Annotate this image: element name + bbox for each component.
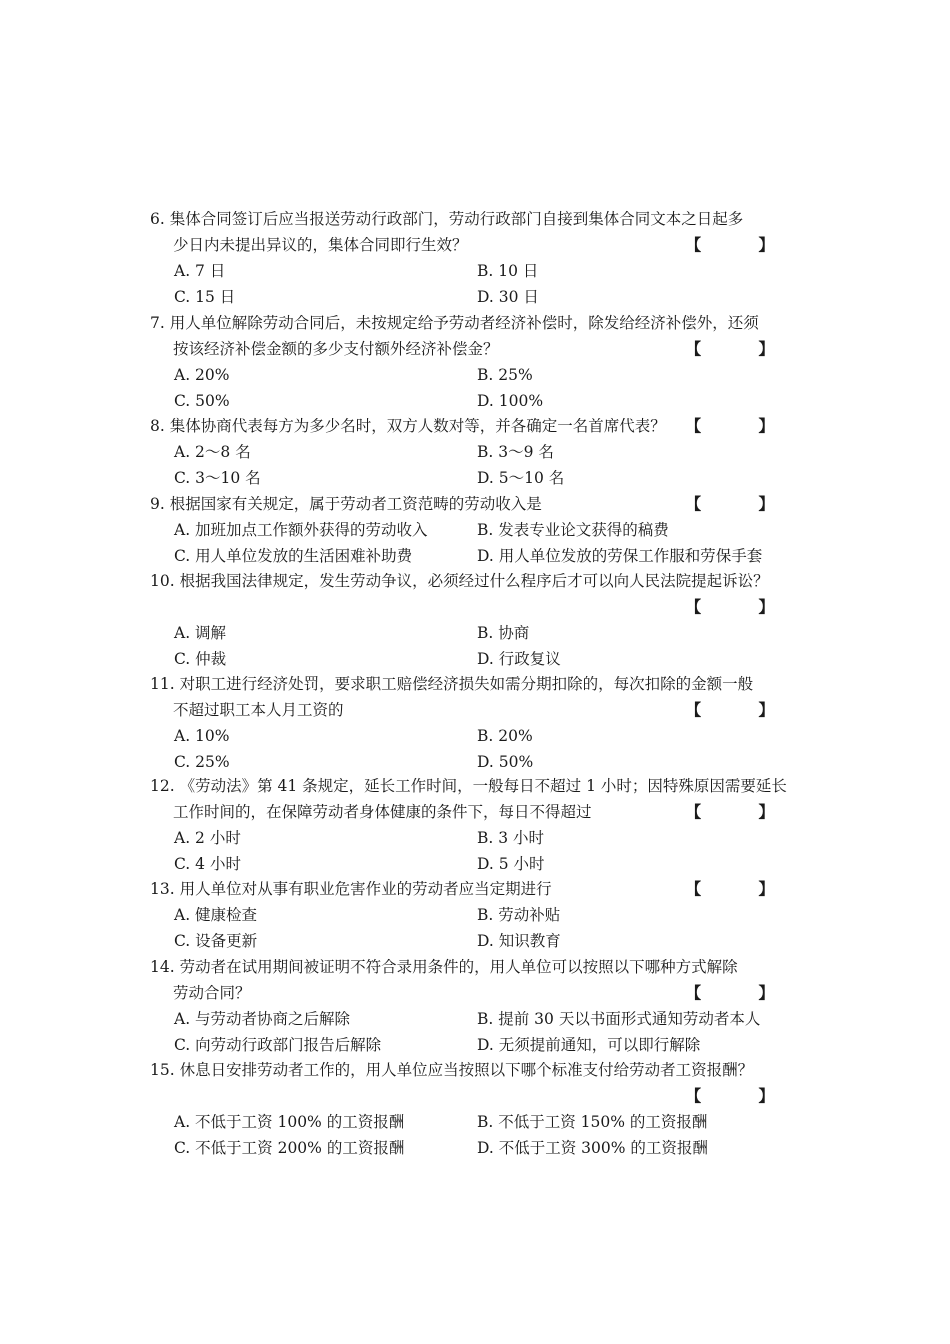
option-a: A. 健康检查 (174, 906, 258, 924)
question-stem: 用人单位对从事有职业危害作业的劳动者应当定期进行 (179, 880, 552, 898)
question-stem: 《劳动法》第 41 条规定，延长工作时间，一般每日不超过 1 小时；因特殊原因需要延长 (179, 777, 787, 795)
question-number: 9. (150, 495, 165, 513)
question-number: 11. (150, 675, 175, 693)
answer-bracket: 【 】 (685, 416, 800, 435)
option-c: C. 50% (174, 392, 230, 410)
option-d: D. 行政复议 (477, 650, 561, 668)
question-15 (150, 1057, 810, 1161)
option-c: C. 不低于工资 200% 的工资报酬 (174, 1139, 405, 1157)
option-c: C. 4 小时 (174, 855, 241, 873)
answer-bracket: 【 】 (685, 494, 800, 513)
option-a: A. 10% (174, 727, 230, 745)
option-d: D. 不低于工资 300% 的工资报酬 (477, 1139, 708, 1157)
question-stem: 劳动者在试用期间被证明不符合录用条件的，用人单位可以按照以下哪种方式解除 (179, 958, 738, 976)
option-b: B. 发表专业论文获得的稿费 (477, 521, 669, 539)
option-a: A. 加班加点工作额外获得的劳动收入 (174, 521, 428, 539)
answer-bracket: 【 】 (685, 597, 800, 616)
question-number: 12. (150, 777, 175, 795)
question-stem: 根据国家有关规定，属于劳动者工资范畴的劳动收入是 (169, 495, 542, 513)
option-c: C. 仲裁 (174, 650, 227, 668)
question-6 (150, 206, 810, 310)
question-stem: 集体合同签订后应当报送劳动行政部门，劳动行政部门自接到集体合同文本之日起多 (169, 210, 744, 228)
option-a: A. 2～8 名 (174, 443, 251, 461)
answer-bracket: 【 】 (685, 879, 800, 898)
option-b: B. 不低于工资 150% 的工资报酬 (477, 1113, 708, 1131)
option-a: A. 2 小时 (174, 829, 241, 847)
question-stem: 劳动合同？ (173, 984, 251, 1002)
question-8 (150, 413, 810, 491)
option-d: D. 100% (477, 392, 544, 410)
question-stem: 对职工进行经济处罚，要求职工赔偿经济损失如需分期扣除的，每次扣除的金额一般 (179, 675, 754, 693)
option-c: C. 15 日 (174, 288, 236, 306)
option-b: B. 10 日 (477, 262, 539, 280)
option-a: A. 20% (174, 366, 230, 384)
option-d: D. 5～10 名 (477, 469, 565, 487)
question-stem: 少日内未提出异议的，集体合同即行生效？ (173, 236, 468, 254)
question-number: 8. (150, 417, 165, 435)
option-c: C. 用人单位发放的生活困难补助费 (174, 547, 413, 565)
question-stem: 用人单位解除劳动合同后，未按规定给予劳动者经济补偿时，除发给经济补偿外，还须 (169, 314, 759, 332)
question-11 (150, 671, 810, 775)
question-number: 14. (150, 958, 175, 976)
option-c: C. 25% (174, 753, 230, 771)
option-b: B. 提前 30 天以书面形式通知劳动者本人 (477, 1010, 761, 1028)
answer-bracket: 【 】 (685, 339, 800, 358)
question-stem: 集体协商代表每方为多少名时，双方人数对等，并各确定一名首席代表？ (169, 417, 666, 435)
question-stem: 根据我国法律规定，发生劳动争议，必须经过什么程序后才可以向人民法院提起诉讼？ (179, 572, 769, 590)
question-number: 10. (150, 572, 175, 590)
question-stem: 按该经济补偿金额的多少支付额外经济补偿金？ (173, 340, 499, 358)
option-d: D. 无须提前通知，可以即行解除 (477, 1036, 701, 1054)
answer-bracket: 【 】 (685, 1086, 800, 1105)
question-stem: 不超过职工本人月工资的 (173, 701, 344, 719)
question-10 (150, 568, 810, 672)
option-b: B. 3 小时 (477, 829, 545, 847)
answer-bracket: 【 】 (685, 983, 800, 1002)
option-b: B. 劳动补贴 (477, 906, 561, 924)
question-stem: 工作时间的，在保障劳动者身体健康的条件下，每日不得超过 (173, 803, 592, 821)
question-12 (150, 773, 810, 877)
option-c: C. 向劳动行政部门报告后解除 (174, 1036, 382, 1054)
option-d: D. 5 小时 (477, 855, 545, 873)
option-d: D. 知识教育 (477, 932, 561, 950)
answer-bracket: 【 】 (685, 235, 800, 254)
option-c: C. 3～10 名 (174, 469, 261, 487)
option-a: A. 不低于工资 100% 的工资报酬 (174, 1113, 405, 1131)
option-d: D. 30 日 (477, 288, 539, 306)
option-a: A. 7 日 (174, 262, 226, 280)
option-b: B. 协商 (477, 624, 530, 642)
option-a: A. 与劳动者协商之后解除 (174, 1010, 351, 1028)
question-9 (150, 491, 810, 569)
question-14 (150, 954, 810, 1058)
question-number: 13. (150, 880, 175, 898)
option-b: B. 25% (477, 366, 533, 384)
option-b: B. 20% (477, 727, 533, 745)
option-d: D. 用人单位发放的劳保工作服和劳保手套 (477, 547, 763, 565)
option-c: C. 设备更新 (174, 932, 258, 950)
question-stem: 休息日安排劳动者工作的，用人单位应当按照以下哪个标准支付给劳动者工资报酬？ (179, 1061, 754, 1079)
question-13 (150, 876, 810, 954)
option-b: B. 3～9 名 (477, 443, 554, 461)
option-d: D. 50% (477, 753, 534, 771)
answer-bracket: 【 】 (685, 700, 800, 719)
question-7 (150, 310, 810, 414)
question-number: 6. (150, 210, 165, 228)
question-number: 7. (150, 314, 165, 332)
question-number: 15. (150, 1061, 175, 1079)
answer-bracket: 【 】 (685, 802, 800, 821)
option-a: A. 调解 (174, 624, 227, 642)
